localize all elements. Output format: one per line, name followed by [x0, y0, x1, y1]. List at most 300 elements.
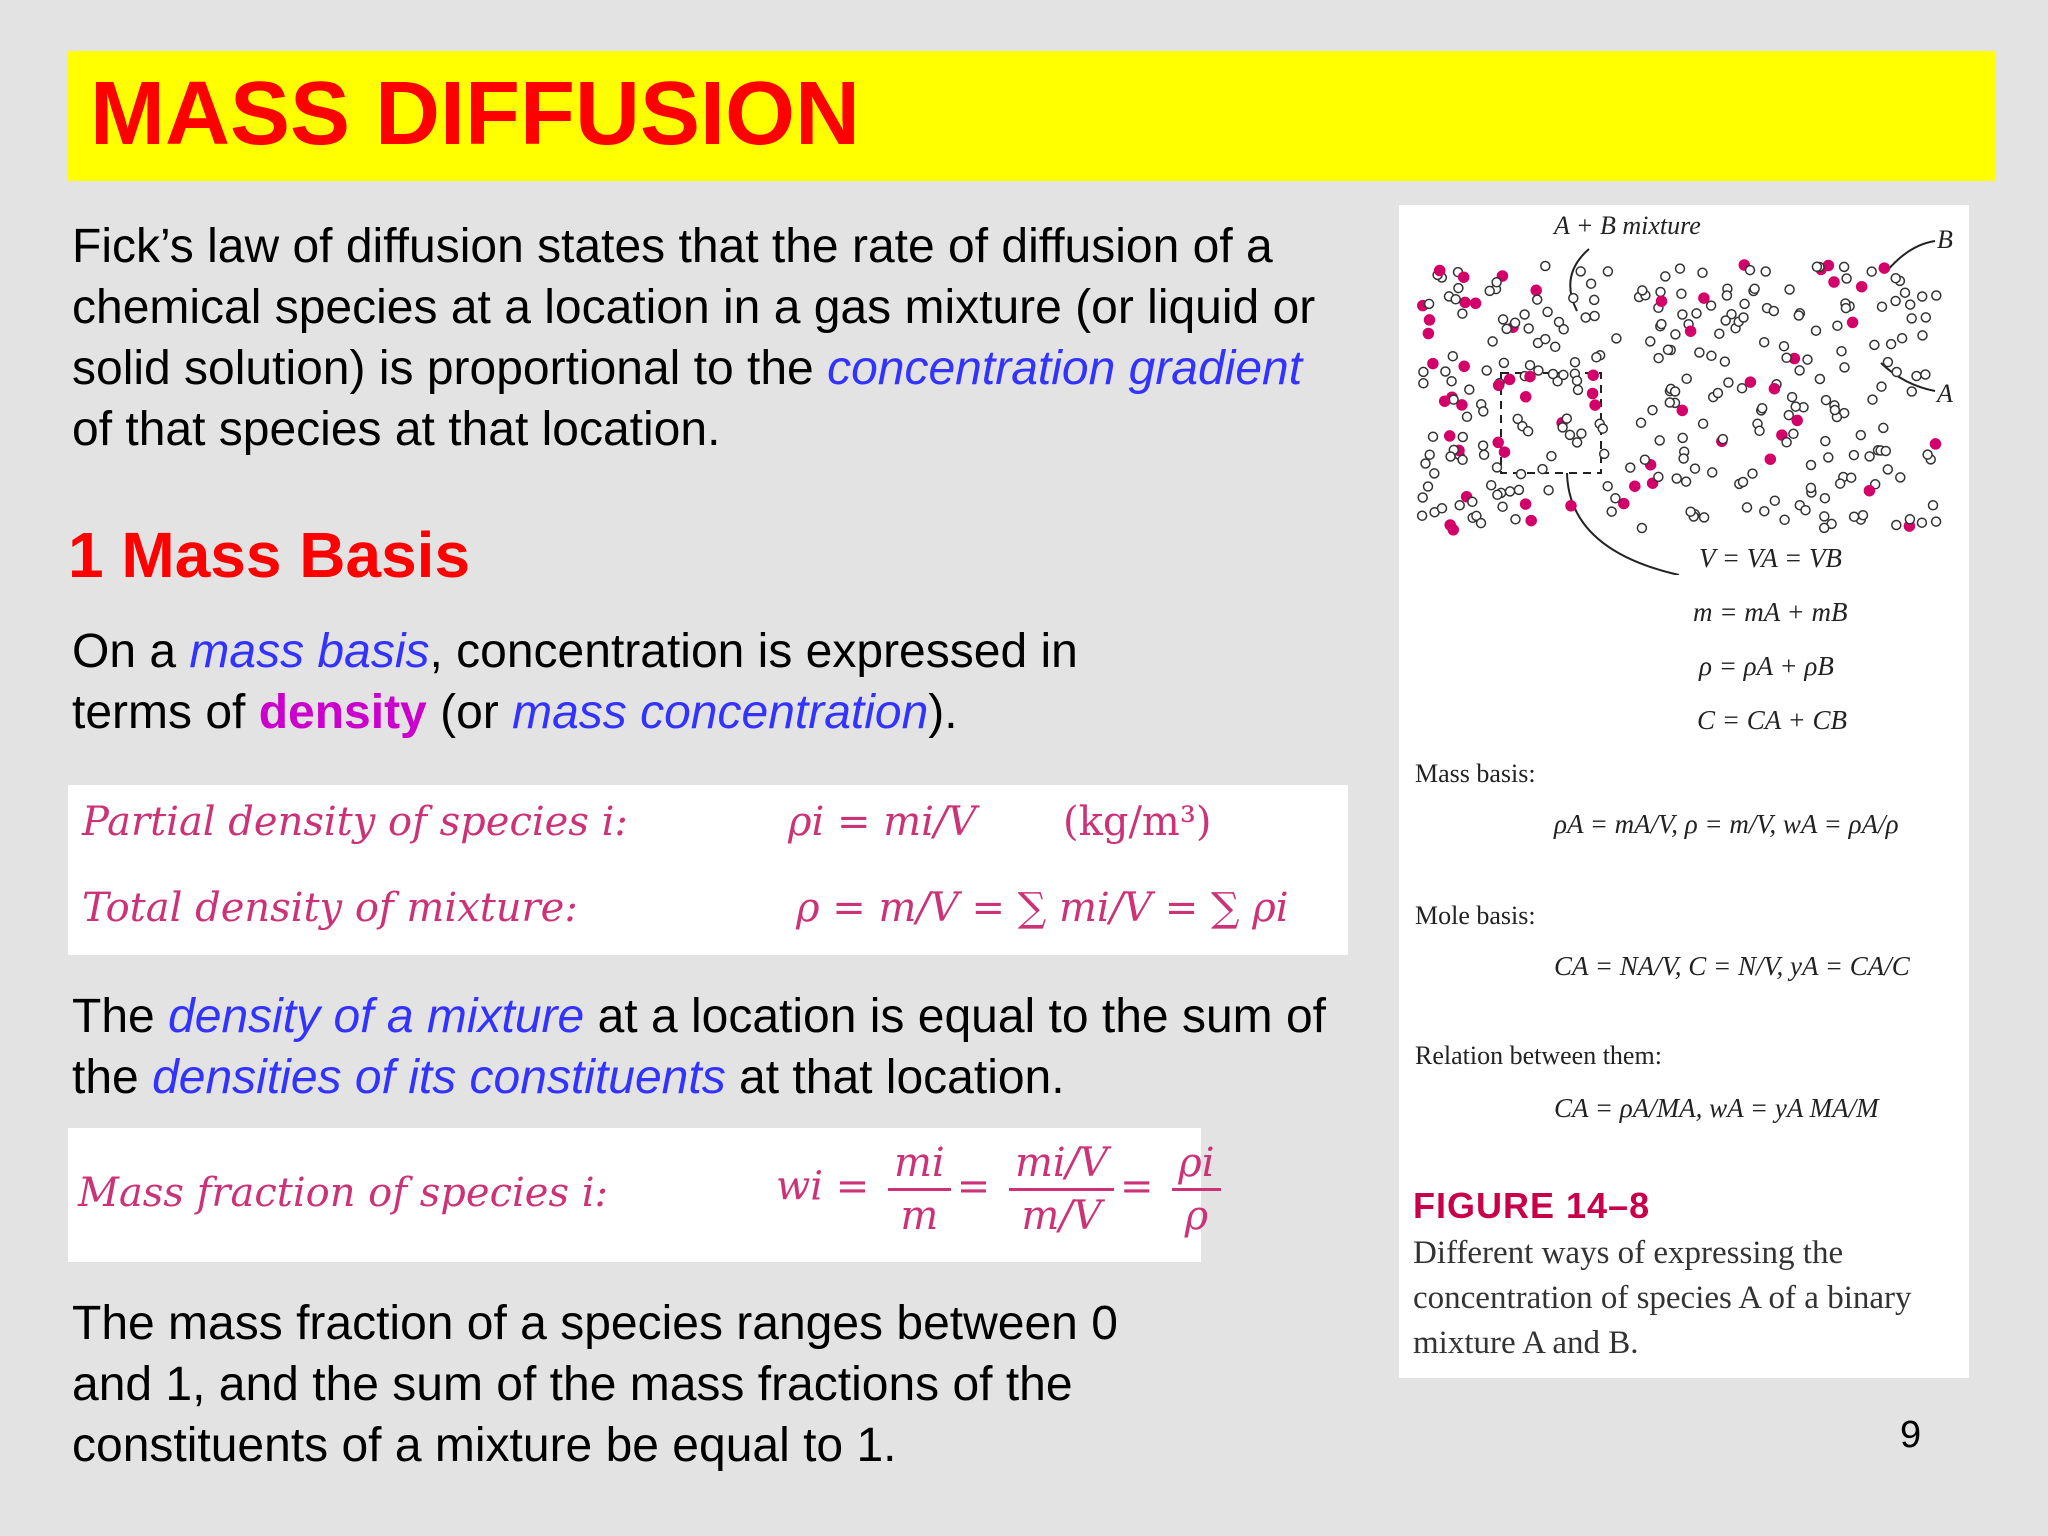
total-density-formula: ρ = m/V = ∑ mi/V = ∑ ρi	[796, 885, 1289, 931]
species-b-particle	[1477, 519, 1486, 528]
species-b-particle	[1447, 377, 1456, 386]
species-b-particle	[1695, 348, 1704, 357]
species-a-particle	[1823, 261, 1833, 271]
species-b-particle	[1720, 357, 1729, 366]
mf-frac-2-num: mi/V	[1009, 1140, 1114, 1191]
species-b-particle	[1780, 515, 1789, 524]
species-b-particle	[1419, 379, 1428, 388]
species-b-particle	[1448, 352, 1457, 361]
fig-mass-eqs: ρA = mA/V, ρ = m/V, wA = ρA/ρ	[1554, 809, 1899, 839]
species-b-particle	[1761, 267, 1770, 276]
particle-diagram	[1399, 205, 1969, 575]
species-b-particle	[1691, 464, 1700, 473]
species-b-particle	[1611, 494, 1620, 503]
species-b-particle	[1559, 370, 1568, 379]
species-b-particle	[1769, 307, 1778, 316]
mass-fraction-label: Mass fraction of species i:	[78, 1170, 608, 1216]
species-b-particle	[1806, 483, 1815, 492]
species-b-particle	[1479, 441, 1488, 450]
intro-paragraph	[72, 216, 1342, 460]
species-a-particle	[1459, 361, 1469, 371]
species-b-particle	[1881, 447, 1890, 456]
species-b-particle	[1538, 465, 1547, 474]
species-b-particle	[1665, 398, 1674, 407]
species-b-particle	[1932, 517, 1941, 526]
species-a-particle	[1879, 263, 1889, 273]
species-b-particle	[1840, 262, 1849, 271]
species-b-particle	[1906, 300, 1915, 309]
species-b-particle	[1646, 337, 1655, 346]
species-b-particle	[1715, 329, 1724, 338]
species-b-particle	[1502, 324, 1511, 333]
rel-density: ρ = ρA + ρB	[1699, 651, 1834, 681]
species-b-particle	[1785, 285, 1794, 294]
species-b-particle	[1738, 384, 1747, 393]
mf-frac-3	[1172, 1140, 1220, 1239]
species-b-particle	[1812, 262, 1821, 271]
species-b-particle	[1626, 463, 1635, 472]
species-b-particle	[1891, 274, 1900, 283]
mf-frac-1-den: m	[900, 1193, 939, 1239]
species-b-particle	[1896, 473, 1905, 482]
fig-relation-eqs: CA = ρA/MA, wA = yA MA/M	[1554, 1093, 1879, 1123]
species-b-particle	[1458, 455, 1467, 464]
species-b-particle	[1493, 490, 1502, 499]
species-a-particle	[1525, 372, 1535, 382]
species-b-particle	[1760, 338, 1769, 347]
species-a-particle	[1677, 405, 1687, 415]
total-density-label: Total density of mixture:	[82, 885, 578, 931]
species-b-particle	[1836, 479, 1845, 488]
species-b-particle	[1656, 288, 1665, 297]
species-b-particle	[1425, 299, 1434, 308]
species-b-particle	[1672, 474, 1681, 483]
species-b-particle	[1824, 453, 1833, 462]
species-b-particle	[1918, 292, 1927, 301]
species-b-particle	[1686, 507, 1695, 516]
species-b-particle	[1446, 452, 1455, 461]
species-b-particle	[1918, 331, 1927, 340]
species-b-particle	[1678, 433, 1687, 442]
species-b-particle	[1682, 477, 1691, 486]
species-b-particle	[1867, 267, 1876, 276]
species-b-particle	[1739, 478, 1748, 487]
species-b-particle	[1847, 473, 1856, 482]
species-a-particle	[1531, 285, 1541, 295]
rel-mass: m = mA + mB	[1693, 597, 1848, 627]
species-b-particle	[1581, 313, 1590, 322]
species-b-particle	[1820, 523, 1829, 532]
mf-frac-3-num: ρi	[1172, 1140, 1220, 1191]
species-a-particle	[1657, 296, 1667, 306]
species-b-particle	[1598, 424, 1607, 433]
species-a-particle	[1460, 297, 1470, 307]
dp-emph-density-mixture: density of a mixture	[168, 990, 585, 1043]
fig-relation-label: Relation between them:	[1415, 1041, 1662, 1070]
species-b-particle	[1912, 372, 1921, 381]
species-b-particle	[1640, 455, 1649, 464]
dp-text-2: at a location is equal to the sum of the	[72, 990, 1327, 1104]
species-b-particle	[1449, 395, 1458, 404]
species-b-particle	[1840, 363, 1849, 372]
species-a-particle	[1493, 437, 1503, 447]
species-b-particle	[1451, 295, 1460, 304]
species-a-particle	[1459, 272, 1469, 282]
species-b-particle	[1571, 358, 1580, 367]
dp-emph-densities-constituents: densities of its constituents	[152, 1051, 726, 1104]
species-a-particle	[1505, 374, 1515, 384]
species-b-particle	[1887, 340, 1896, 349]
species-b-particle	[1883, 358, 1892, 367]
species-b-particle	[1458, 433, 1467, 442]
mb-emph-mass-concentration: mass concentration	[512, 686, 929, 739]
species-a-particle	[1699, 293, 1709, 303]
species-a-particle	[1448, 525, 1458, 535]
species-b-particle	[1770, 496, 1779, 505]
species-a-particle	[1588, 370, 1598, 380]
species-b-particle	[1576, 267, 1585, 276]
species-a-particle	[1435, 266, 1445, 276]
mf-frac-2-den: m/V	[1021, 1193, 1102, 1239]
species-b-particle	[1677, 289, 1686, 298]
fig-mole-basis-label: Mole basis:	[1415, 901, 1536, 930]
species-b-particle	[1498, 502, 1507, 511]
species-b-particle	[1671, 330, 1680, 339]
species-b-particle	[1821, 437, 1830, 446]
density-paragraph	[72, 986, 1332, 1108]
title-bar	[68, 51, 1996, 181]
species-b-particle	[1526, 361, 1535, 370]
species-b-particle	[1743, 503, 1752, 512]
species-a-particle	[1428, 359, 1438, 369]
species-a-particle	[1526, 516, 1536, 526]
species-b-particle	[1699, 419, 1708, 428]
species-b-particle	[1891, 297, 1900, 306]
species-b-particle	[1822, 396, 1831, 405]
species-b-particle	[1499, 358, 1508, 367]
species-b-particle	[1707, 301, 1716, 310]
species-b-particle	[1849, 451, 1858, 460]
species-b-particle	[1541, 262, 1550, 271]
species-b-particle	[1859, 511, 1868, 520]
species-a-particle	[1445, 431, 1455, 441]
dp-text-3: at that location.	[725, 1051, 1065, 1104]
species-b-particle	[1842, 274, 1851, 283]
species-b-particle	[1638, 286, 1647, 295]
species-b-particle	[1637, 524, 1646, 533]
species-b-particle	[1493, 463, 1502, 472]
species-b-particle	[1760, 507, 1769, 516]
species-b-particle	[1917, 518, 1926, 527]
species-b-particle	[1573, 438, 1582, 447]
species-b-particle	[1755, 426, 1764, 435]
species-b-particle	[1782, 353, 1791, 362]
figure-caption: Different ways of expressing the concentration of species A of a binary mixture A and B.	[1413, 1235, 1912, 1361]
species-b-particle	[1708, 468, 1717, 477]
species-b-particle	[1868, 395, 1877, 404]
species-b-particle	[1707, 351, 1716, 360]
species-b-particle	[1487, 481, 1496, 490]
species-b-particle	[1551, 342, 1560, 351]
species-b-particle	[1559, 325, 1568, 334]
dp-text-1: The	[72, 990, 169, 1043]
species-b-particle	[1782, 438, 1791, 447]
species-b-particle	[1758, 404, 1767, 413]
species-a-particle	[1566, 501, 1576, 511]
species-b-particle	[1524, 427, 1533, 436]
species-b-particle	[1923, 450, 1932, 459]
species-b-particle	[1458, 309, 1467, 318]
species-b-particle	[1577, 429, 1586, 438]
species-a-particle	[1769, 384, 1779, 394]
species-a-particle	[1686, 326, 1696, 336]
species-b-particle	[1424, 482, 1433, 491]
species-a-particle	[1864, 486, 1874, 496]
species-b-particle	[1664, 345, 1673, 354]
species-b-particle	[1841, 304, 1850, 313]
mass-fraction-box	[68, 1128, 1215, 1262]
species-b-particle	[1865, 452, 1874, 461]
species-a-particle	[1792, 415, 1802, 425]
species-b-particle	[1430, 469, 1439, 478]
species-b-particle	[1892, 521, 1901, 530]
species-b-particle	[1905, 515, 1914, 524]
species-b-particle	[1722, 291, 1731, 300]
species-b-particle	[1820, 494, 1829, 503]
species-b-particle	[1565, 430, 1574, 439]
slide-title: MASS DIFFUSION	[90, 64, 861, 164]
species-b-particle	[1429, 432, 1438, 441]
species-b-particle	[1590, 295, 1599, 304]
species-b-particle	[1479, 407, 1488, 416]
species-b-particle	[1603, 482, 1612, 491]
species-b-particle	[1654, 472, 1663, 481]
species-b-particle	[1789, 429, 1798, 438]
species-b-particle	[1482, 366, 1491, 375]
rel-concentration: C = CA + CB	[1697, 705, 1847, 735]
species-b-particle	[1892, 368, 1901, 377]
fig-label-a: A	[1937, 379, 1953, 408]
species-b-particle	[1547, 452, 1556, 461]
species-b-particle	[1921, 313, 1930, 322]
species-b-particle	[1748, 469, 1757, 478]
fig-label-b: B	[1937, 225, 1953, 254]
species-b-particle	[1801, 506, 1810, 515]
species-b-particle	[1499, 315, 1508, 324]
figure-panel	[1399, 205, 1969, 1378]
species-b-particle	[1612, 334, 1621, 343]
species-b-particle	[1870, 340, 1879, 349]
species-b-particle	[1812, 326, 1821, 335]
mf-frac-2	[1009, 1140, 1114, 1239]
species-b-particle	[1929, 501, 1938, 510]
species-b-particle	[1820, 512, 1829, 521]
intro-text-2: of that species at that location.	[72, 403, 721, 456]
species-a-particle	[1745, 377, 1755, 387]
species-b-particle	[1850, 512, 1859, 521]
page-number: 9	[1900, 1414, 1922, 1456]
species-b-particle	[1534, 366, 1543, 375]
species-b-particle	[1655, 436, 1664, 445]
species-a-particle	[1630, 481, 1640, 491]
species-a-particle	[1857, 282, 1867, 292]
species-b-particle	[1676, 264, 1685, 273]
species-b-particle	[1488, 337, 1497, 346]
species-a-particle	[1425, 315, 1435, 325]
mb-text-2: , concentration is expressed in terms of	[72, 625, 1078, 739]
species-b-particle	[1425, 450, 1434, 459]
species-b-particle	[1921, 370, 1930, 379]
species-b-particle	[1837, 347, 1846, 356]
species-a-particle	[1765, 454, 1775, 464]
species-a-particle	[1588, 389, 1598, 399]
intro-text-1: Fick’s law of diffusion states that the rate of diffusion of a chemical species at a location in a gas mixture (or liquid or solid solution) is proportional to the	[72, 220, 1316, 395]
species-b-particle	[1549, 370, 1558, 379]
species-a-particle	[1848, 317, 1858, 327]
mf-frac-3-den: ρ	[1184, 1193, 1209, 1239]
species-b-particle	[1506, 487, 1515, 496]
figure-title: FIGURE 14–8	[1413, 1185, 1651, 1226]
rel-volume: V = VA = VB	[1699, 543, 1842, 573]
mf-frac-1-num: mi	[888, 1140, 951, 1191]
fig-mole-eqs: CA = NA/V, C = N/V, yA = CA/C	[1554, 951, 1910, 981]
species-b-particle	[1573, 376, 1582, 385]
species-b-particle	[1682, 374, 1691, 383]
species-b-particle	[1750, 284, 1759, 293]
species-b-particle	[1544, 486, 1553, 495]
species-b-particle	[1455, 501, 1464, 510]
species-b-particle	[1678, 310, 1687, 319]
species-a-particle	[1440, 396, 1450, 406]
species-b-particle	[1795, 366, 1804, 375]
section-heading: 1 Mass Basis	[68, 519, 471, 591]
species-b-particle	[1815, 375, 1824, 384]
species-b-particle	[1932, 291, 1941, 300]
species-b-particle	[1590, 312, 1599, 321]
species-b-particle	[1830, 406, 1839, 415]
species-b-particle	[1718, 435, 1727, 444]
species-b-particle	[1603, 267, 1612, 276]
species-b-particle	[1807, 461, 1816, 470]
species-b-particle	[1746, 266, 1755, 275]
species-a-particle	[1500, 447, 1510, 457]
species-b-particle	[1562, 414, 1571, 423]
species-b-particle	[1607, 507, 1616, 516]
partial-density-formula: ρi = mi/V	[788, 799, 977, 845]
species-b-particle	[1878, 302, 1887, 311]
species-b-particle	[1569, 294, 1578, 303]
species-b-particle	[1574, 385, 1583, 394]
species-b-particle	[1791, 402, 1800, 411]
species-b-particle	[1657, 320, 1666, 329]
mass-fraction-formula: wi = $\frac{mi}{m}$ = $\frac{mi/V}{m/V}$ = $\frac{\rho i}{\rho}$	[776, 1140, 1227, 1239]
arrow-b	[1887, 241, 1935, 271]
intro-emphasis: concentration gradient	[827, 342, 1303, 395]
species-a-particle	[1471, 298, 1481, 308]
species-b-particle	[1454, 284, 1463, 293]
species-b-particle	[1517, 470, 1526, 479]
species-b-particle	[1524, 324, 1533, 333]
species-b-particle	[1465, 385, 1474, 394]
mb-density-word: density	[258, 686, 427, 739]
species-b-particle	[1600, 449, 1609, 458]
species-b-particle	[1511, 318, 1520, 327]
species-b-particle	[1418, 493, 1427, 502]
species-a-particle	[1521, 499, 1531, 509]
partial-density-unit: (kg/m³)	[1063, 799, 1212, 845]
species-b-particle	[1907, 387, 1916, 396]
species-a-particle	[1590, 400, 1600, 410]
species-b-particle	[1480, 450, 1489, 459]
species-b-particle	[1587, 279, 1596, 288]
species-b-particle	[1418, 511, 1427, 520]
species-b-particle	[1833, 321, 1842, 330]
density-equations-box	[68, 785, 1348, 955]
species-b-particle	[1558, 423, 1567, 432]
species-b-particle	[1543, 307, 1552, 316]
mass-basis-paragraph	[72, 621, 1172, 743]
species-b-particle	[1441, 367, 1450, 376]
fig-mixture-label: A + B mixture	[1554, 211, 1701, 240]
species-b-particle	[1907, 314, 1916, 323]
species-b-particle	[1724, 378, 1733, 387]
species-b-particle	[1700, 513, 1709, 522]
species-b-particle	[1637, 418, 1646, 427]
species-b-particle	[1780, 342, 1789, 351]
species-b-particle	[1419, 367, 1428, 376]
species-b-particle	[1740, 299, 1749, 308]
species-a-particle	[1494, 380, 1504, 390]
species-b-particle	[1856, 431, 1865, 440]
mb-text-3: (or	[426, 686, 513, 739]
species-b-particle	[1648, 406, 1657, 415]
arrow-box	[1567, 473, 1679, 575]
species-b-particle	[1468, 497, 1477, 506]
species-b-particle	[1898, 334, 1907, 343]
species-a-particle	[1829, 277, 1839, 287]
species-b-particle	[1533, 295, 1542, 304]
species-b-particle	[1661, 272, 1670, 281]
species-b-particle	[1901, 288, 1910, 297]
species-a-particle	[1931, 439, 1941, 449]
species-b-particle	[1803, 355, 1812, 364]
species-b-particle	[1485, 286, 1494, 295]
species-b-particle	[1514, 485, 1523, 494]
species-b-particle	[1788, 393, 1797, 402]
species-a-particle	[1521, 392, 1531, 402]
species-b-particle	[1739, 313, 1748, 322]
partial-density-label: Partial density of species i:	[82, 799, 628, 845]
species-b-particle	[1671, 387, 1680, 396]
species-b-particle	[1721, 316, 1730, 325]
mb-text-1: On a	[72, 625, 190, 678]
species-b-particle	[1698, 268, 1707, 277]
species-b-particle	[1654, 354, 1663, 363]
species-b-particle	[1794, 311, 1803, 320]
species-b-particle	[1713, 389, 1722, 398]
species-b-particle	[1679, 454, 1688, 463]
mb-emph-mass-basis: mass basis	[189, 625, 430, 678]
mb-text-4: ).	[928, 686, 958, 739]
species-b-particle	[1421, 459, 1430, 468]
species-b-particle	[1511, 515, 1520, 524]
species-b-particle	[1879, 423, 1888, 432]
mf-frac-1	[888, 1140, 951, 1239]
species-b-particle	[1883, 465, 1892, 474]
species-b-particle	[1877, 382, 1886, 391]
species-b-particle	[1541, 335, 1550, 344]
mass-fraction-paragraph: The mass fraction of a species ranges between 0 and 1, and the sum of the mass fractions of the constituents of a mixture be equal to 1.	[72, 1297, 1118, 1472]
